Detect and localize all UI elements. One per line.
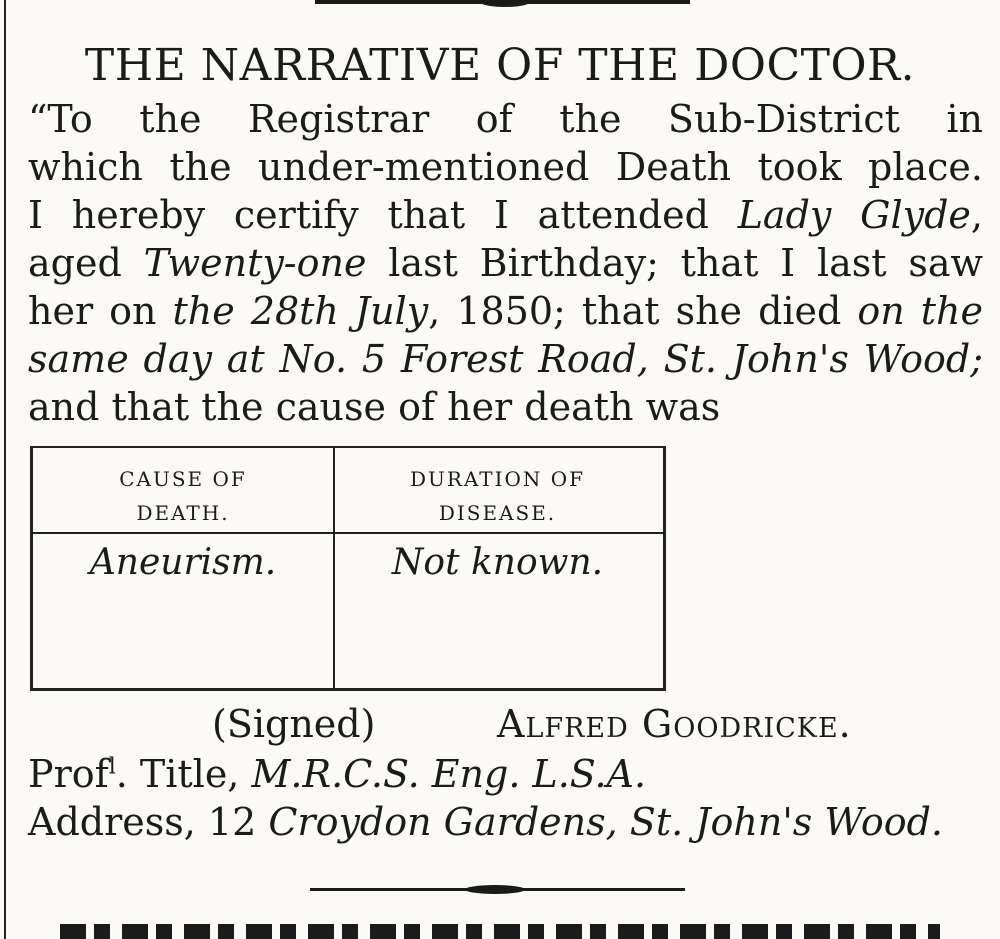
header-cause-line-2: DEATH.	[136, 501, 230, 525]
professional-title-value: M.R.C.S. Eng. L.S.A.	[251, 752, 647, 796]
cert-line-4	[28, 239, 983, 287]
cert-line-1: “To the Registrar of the Sub-District in	[28, 97, 983, 141]
signature-line	[0, 702, 1000, 750]
cert-line-5-text: her on	[28, 289, 173, 333]
address-line	[28, 800, 943, 844]
cert-line-4-rest: last Birthday; that I last saw	[366, 241, 983, 285]
cell-cause: Aneurism.	[89, 542, 277, 583]
table-header-divider	[33, 532, 663, 534]
header-duration-of-disease	[335, 462, 660, 530]
prof-label: Prof	[28, 752, 109, 796]
section-title: THE NARRATIVE OF THE DOCTOR.	[84, 40, 916, 91]
header-duration-line-2: DISEASE.	[438, 501, 557, 525]
top-ornament-rule	[315, 0, 690, 4]
prof-label-sup: l	[108, 754, 116, 780]
signer-name: Alfred Goodricke.	[497, 702, 852, 746]
header-cause-of-death	[33, 462, 333, 530]
cert-line-5-mid: , 1850; that she died	[428, 289, 858, 333]
header-duration-line-1: DURATION OF	[409, 467, 586, 491]
signed-label: (Signed)	[212, 702, 376, 746]
cert-line-2: which the under-mentioned Death took place.	[28, 145, 983, 189]
page-edge-line	[4, 0, 6, 939]
address-value: Croydon Gardens, St. John's Wood.	[268, 800, 943, 844]
cert-line-7: and that the cause of her death was	[28, 385, 721, 429]
deceased-name: Lady Glyde	[737, 193, 971, 237]
professional-title-line	[28, 752, 646, 796]
cert-line-3-punct: ,	[970, 193, 983, 237]
cert-line-4-text: aged	[28, 241, 144, 285]
prof-label-rest: . Title,	[115, 752, 252, 796]
bottom-ornament-rule	[310, 888, 685, 891]
cert-line-3-text: I hereby certify that I attended	[28, 193, 738, 237]
rule-ornament	[465, 885, 525, 894]
death-place: same day at No. 5 Forest Road, St. John's Wood;	[28, 337, 983, 381]
certificate-text	[28, 95, 983, 431]
cell-duration: Not known.	[391, 542, 604, 583]
cert-line-3	[28, 191, 983, 239]
death-date-start: on the	[857, 289, 983, 333]
rule-ornament	[480, 0, 530, 7]
next-section-title-cropped	[60, 924, 940, 939]
address-label: Address, 12	[28, 800, 269, 844]
cert-line-5	[28, 287, 983, 335]
header-cause-line-1: CAUSE OF	[119, 467, 247, 491]
cause-of-death-table	[30, 446, 666, 691]
last-seen-date: the 28th July	[172, 289, 429, 333]
deceased-age: Twenty-one	[143, 241, 367, 285]
